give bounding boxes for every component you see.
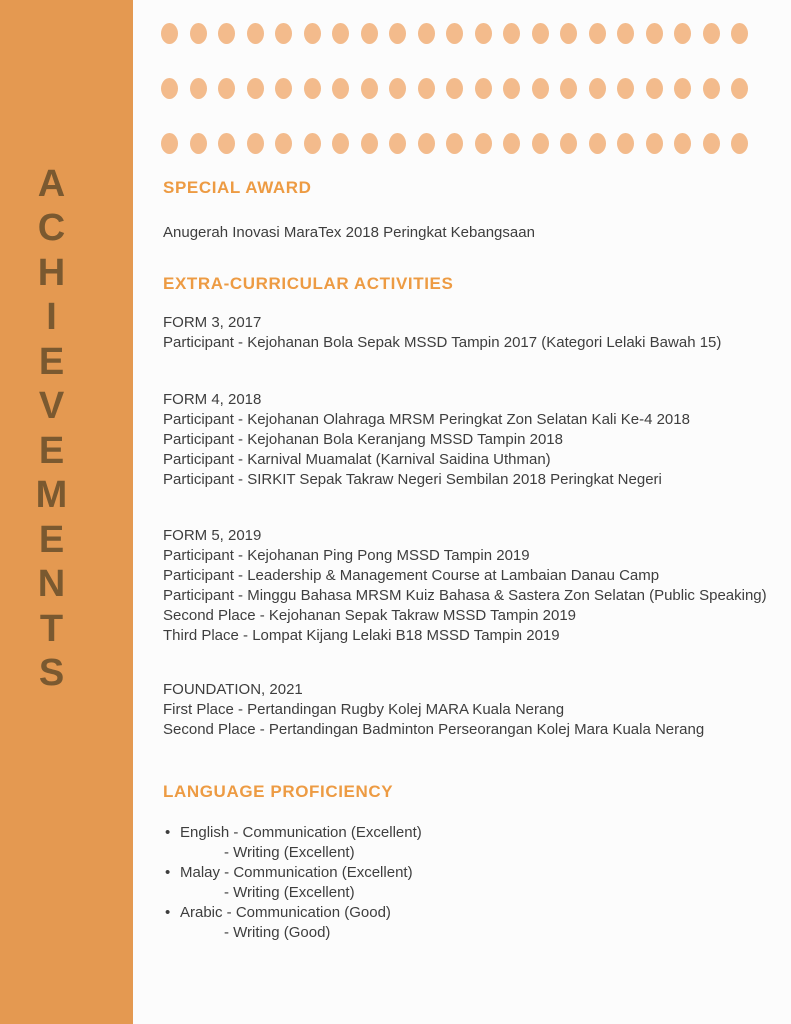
activity-group-title: FORM 4, 2018 [163,391,262,408]
sidebar-letter: H [37,251,66,294]
activity-item: First Place - Pertandingan Rugby Kolej MARA Kuala Nerang [163,701,565,718]
language-main-text: English - Communication (Excellent) [180,824,422,841]
activity-item: Participant - Kejohanan Bola Keranjang MSSD Tampin 2018 [163,431,563,448]
sidebar-vertical-title [0,162,103,696]
activity-item: Participant - Kejohanan Ping Pong MSSD Tampin 2019 [163,547,530,564]
language-main-text: Arabic - Communication (Good) [180,904,391,921]
sidebar-letter: S [38,652,65,695]
extra-curricular-heading: EXTRA-CURRICULAR ACTIVITIES [163,274,454,293]
language-item [163,903,781,943]
activity-group-title: FOUNDATION, 2021 [163,681,303,698]
activity-group [163,313,781,353]
bullet-icon: • [165,904,171,921]
activity-group-title: FORM 3, 2017 [163,314,262,331]
activity-item: Second Place - Pertandingan Badminton Perseorangan Kolej Mara Kuala Nerang [163,721,705,738]
activity-group [163,680,781,740]
sidebar-letter: E [38,340,65,383]
language-main-line [163,863,781,883]
special-award-text: Anugerah Inovasi MaraTex 2018 Peringkat Kebangsaan [163,224,535,241]
sidebar-letter: V [38,385,65,428]
sidebar [0,0,133,1024]
language-list [163,823,781,943]
activity-item: Participant - Kejohanan Olahraga MRSM Peringkat Zon Selatan Kali Ke-4 2018 [163,411,690,428]
activity-group-title: FORM 5, 2019 [163,527,262,544]
bullet-icon: • [165,824,171,841]
activity-item: Third Place - Lompat Kijang Lelaki B18 MSSD Tampin 2019 [163,627,560,644]
sidebar-letter: I [46,296,57,339]
sidebar-letter: E [38,429,65,472]
language-sub-text: - Writing (Excellent) [224,844,355,861]
sidebar-letter: E [38,518,65,561]
activity-item: Participant - Minggu Bahasa MRSM Kuiz Bahasa & Sastera Zon Selatan (Public Speaking) [163,587,767,604]
sidebar-letter: C [37,207,66,250]
language-proficiency-heading: LANGUAGE PROFICIENCY [163,782,394,801]
sidebar-letter: M [35,474,68,517]
activity-item: Second Place - Kejohanan Sepak Takraw MSSD Tampin 2019 [163,607,577,624]
language-sub-text: - Writing (Excellent) [224,884,355,901]
activity-group [163,390,781,490]
language-main-line [163,823,781,843]
content [163,0,781,943]
language-main-text: Malay - Communication (Excellent) [180,864,413,881]
activity-item: Participant - Karnival Muamalat (Karnival Saidina Uthman) [163,451,551,468]
special-award-heading: SPECIAL AWARD [163,178,312,197]
activity-item: Participant - Kejohanan Bola Sepak MSSD Tampin 2017 (Kategori Lelaki Bawah 15) [163,334,722,351]
sidebar-letter: A [37,162,66,205]
bullet-icon: • [165,864,171,881]
activity-group [163,526,781,646]
sidebar-letter: N [37,563,66,606]
activity-groups [163,313,781,740]
language-sub-text: - Writing (Good) [224,924,331,941]
activity-item: Participant - SIRKIT Sepak Takraw Negeri Sembilan 2018 Peringkat Negeri [163,471,662,488]
activity-item: Participant - Leadership & Management Course at Lambaian Danau Camp [163,567,660,584]
sidebar-letter: T [39,607,64,650]
language-main-line [163,903,781,923]
language-item [163,863,781,903]
language-item [163,823,781,863]
